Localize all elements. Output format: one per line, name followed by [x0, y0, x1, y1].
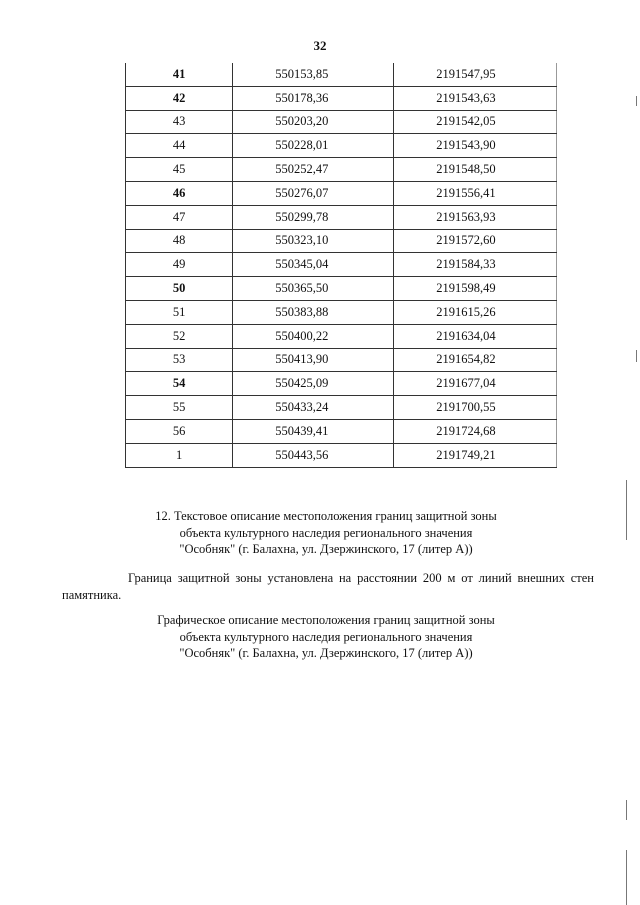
y-coordinate-cell: 2191556,41 [394, 181, 557, 205]
table-row [126, 277, 557, 301]
point-number-cell: 49 [126, 253, 233, 277]
x-coordinate-cell: 550433,24 [233, 396, 394, 420]
graphic-description-heading [6, 612, 640, 662]
x-coordinate-cell: 550413,90 [233, 348, 394, 372]
point-number-cell: 54 [126, 372, 233, 396]
y-coordinate-cell: 2191677,04 [394, 372, 557, 396]
point-number-cell: 48 [126, 229, 233, 253]
scan-edge-mark [626, 480, 627, 540]
table-row [126, 419, 557, 443]
table-row [126, 396, 557, 420]
table-row [126, 253, 557, 277]
y-coordinate-cell: 2191572,60 [394, 229, 557, 253]
point-number-cell: 45 [126, 158, 233, 182]
coordinates-table [125, 63, 557, 468]
point-number-cell: 46 [126, 181, 233, 205]
section-12-line-1: 12. Текстовое описание местоположения границ защитной зоны [155, 509, 497, 523]
table-row [126, 110, 557, 134]
y-coordinate-cell: 2191598,49 [394, 277, 557, 301]
table-row [126, 372, 557, 396]
y-coordinate-cell: 2191547,95 [394, 63, 557, 86]
section-12-line-3: "Особняк" (г. Балахна, ул. Дзержинского, 17 (литер А)) [179, 542, 473, 556]
x-coordinate-cell: 550400,22 [233, 324, 394, 348]
x-coordinate-cell: 550276,07 [233, 181, 394, 205]
y-coordinate-cell: 2191700,55 [394, 396, 557, 420]
x-coordinate-cell: 550383,88 [233, 300, 394, 324]
point-number-cell: 47 [126, 205, 233, 229]
point-number-cell: 44 [126, 134, 233, 158]
y-coordinate-cell: 2191543,63 [394, 86, 557, 110]
graphic-description-line-3: "Особняк" (г. Балахна, ул. Дзержинского, 17 (литер А)) [179, 646, 473, 660]
point-number-cell: 50 [126, 277, 233, 301]
y-coordinate-cell: 2191542,05 [394, 110, 557, 134]
x-coordinate-cell: 550153,85 [233, 63, 394, 86]
x-coordinate-cell: 550365,50 [233, 277, 394, 301]
coordinates-table-body [126, 63, 557, 467]
point-number-cell: 52 [126, 324, 233, 348]
page-number: 32 [313, 38, 327, 53]
section-12-heading [6, 508, 640, 558]
y-coordinate-cell: 2191724,68 [394, 419, 557, 443]
x-coordinate-cell: 550323,10 [233, 229, 394, 253]
x-coordinate-cell: 550178,36 [233, 86, 394, 110]
x-coordinate-cell: 550345,04 [233, 253, 394, 277]
table-row [126, 324, 557, 348]
table-row [126, 181, 557, 205]
protection-zone-paragraph: Граница защитной зоны установлена на расстоянии 200 м от линий внешних стен памятника. [62, 571, 594, 602]
y-coordinate-cell: 2191749,21 [394, 443, 557, 467]
scan-edge-mark [626, 850, 627, 905]
table-row [126, 158, 557, 182]
scan-edge-mark [636, 96, 637, 106]
y-coordinate-cell: 2191563,93 [394, 205, 557, 229]
table-row [126, 348, 557, 372]
table-row [126, 134, 557, 158]
y-coordinate-cell: 2191543,90 [394, 134, 557, 158]
y-coordinate-cell: 2191615,26 [394, 300, 557, 324]
table-row [126, 86, 557, 110]
point-number-cell: 43 [126, 110, 233, 134]
point-number-cell: 41 [126, 63, 233, 86]
scan-edge-mark [626, 800, 627, 820]
section-12-line-2: объекта культурного наследия регионального значения [179, 525, 473, 540]
point-number-cell: 56 [126, 419, 233, 443]
x-coordinate-cell: 550299,78 [233, 205, 394, 229]
y-coordinate-cell: 2191548,50 [394, 158, 557, 182]
scan-edge-mark [636, 350, 637, 362]
x-coordinate-cell: 550425,09 [233, 372, 394, 396]
y-coordinate-cell: 2191584,33 [394, 253, 557, 277]
x-coordinate-cell: 550203,20 [233, 110, 394, 134]
x-coordinate-cell: 550228,01 [233, 134, 394, 158]
table-row [126, 300, 557, 324]
table-row [126, 443, 557, 467]
x-coordinate-cell: 550443,56 [233, 443, 394, 467]
graphic-description-line-1: Графическое описание местоположения границ защитной зоны [157, 613, 495, 627]
point-number-cell: 53 [126, 348, 233, 372]
point-number-cell: 42 [126, 86, 233, 110]
y-coordinate-cell: 2191654,82 [394, 348, 557, 372]
graphic-description-line-2: объекта культурного наследия регионального значения [179, 629, 473, 644]
y-coordinate-cell: 2191634,04 [394, 324, 557, 348]
table-row [126, 229, 557, 253]
x-coordinate-cell: 550252,47 [233, 158, 394, 182]
point-number-cell: 51 [126, 300, 233, 324]
table-row [126, 63, 557, 86]
point-number-cell: 55 [126, 396, 233, 420]
x-coordinate-cell: 550439,41 [233, 419, 394, 443]
point-number-cell: 1 [126, 443, 233, 467]
table-row [126, 205, 557, 229]
